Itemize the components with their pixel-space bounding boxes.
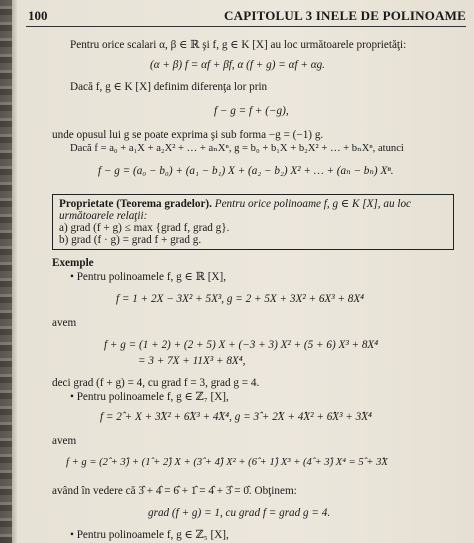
example2-degree: grad (f + g) = 1, cu grad f = grad g = 4. [148, 507, 331, 519]
example1-sum-result: = 3 + 7X + 11X³ + 8X⁴, [138, 355, 246, 367]
example3-intro: • Pentru polinoamele f, g ∈ ℤ₅ [X], [70, 529, 229, 541]
equation-difference-coeffs: f − g = (a₀ − b₀) + (a₁ − b₁) X + (a₂ − b₂) X² + … + (aₙ − bₙ) Xⁿ. [98, 165, 394, 177]
text-scalars-property: Pentru orice scalari α, β ∈ ℝ şi f, g ∈ K [X] au loc următoarele proprietăţi: [70, 39, 407, 51]
theorem-part-b: b) grad (f · g) = grad f + grad g. [59, 234, 202, 246]
example2-intro: • Pentru polinoamele f, g ∈ ℤ₇ [X], [70, 391, 229, 403]
text-opposite: unde opusul lui g se poate exprima şi sub forma −g = (−1) g. [52, 129, 324, 141]
page-binding-edge [0, 0, 12, 543]
running-header [28, 8, 466, 24]
header-rule [26, 26, 466, 27]
theorem-part-a: a) grad (f + g) ≤ max {grad f, grad g}. [59, 222, 230, 234]
examples-heading: Exemple [52, 257, 94, 269]
example2-note: având în vedere că 3̂ + 4̂ = 6̂ + 1̂ = 4̂ + 3̂ = 0̂. Obţinem: [52, 485, 297, 497]
theorem-title: Proprietate (Teorema gradelor). [59, 198, 212, 210]
example2-sum: f + g = (2̂ + 3̂) + (1̂ + 2̂) X + (3̂ + 4̂) X² + (6̂ + 1̂) X³ + (4̂ + 3̂) X⁴ = 5̂ + 3̂X [66, 457, 388, 468]
example1-polynomials: f = 1 + 2X − 3X² + 5X³, g = 2 + 5X + 3X² + 6X³ + 8X⁴ [116, 293, 365, 305]
example2-polynomials: f = 2̂ + X + 3̂X² + 6̂X³ + 4̂X⁴, g = 3̂ + 2̂X + 4̂X² + 6̂X³ + 3̂X⁴ [100, 411, 372, 423]
theorem-statement-cont: următoarele relaţii: [59, 210, 148, 222]
example1-sum: f + g = (1 + 2) + (2 + 5) X + (−3 + 3) X² + (5 + 6) X³ + 8X⁴ [104, 339, 379, 351]
text-avem-2: avem [52, 435, 77, 447]
theorem-statement: Pentru orice polinoame f, g ∈ K [X], au loc [214, 198, 412, 210]
example1-intro: • Pentru polinoamele f, g ∈ ℝ [X], [70, 271, 227, 283]
text-avem-1: avem [52, 317, 77, 329]
page-number: 100 [28, 8, 48, 23]
text-difference-def: Dacă f, g ∈ K [X] definim diferenţa lor prin [70, 81, 268, 93]
theorem-box [52, 194, 454, 250]
equation-difference: f − g = f + (−g), [214, 105, 289, 117]
example1-degree: deci grad (f + g) = 4, cu grad f = 3, grad g = 4. [52, 377, 260, 389]
text-polynomials-def: Dacă f = a₀ + a₁X + a₂X² + … + aₙXⁿ, g = b₀ + b₁X + b₂X² + … + bₙXⁿ, atunci [70, 143, 404, 154]
chapter-title: CAPITOLUL 3 INELE DE POLINOAME [224, 8, 466, 23]
equation-distributivity: (α + β) f = αf + βf, α (f + g) = αf + αg. [150, 59, 325, 71]
